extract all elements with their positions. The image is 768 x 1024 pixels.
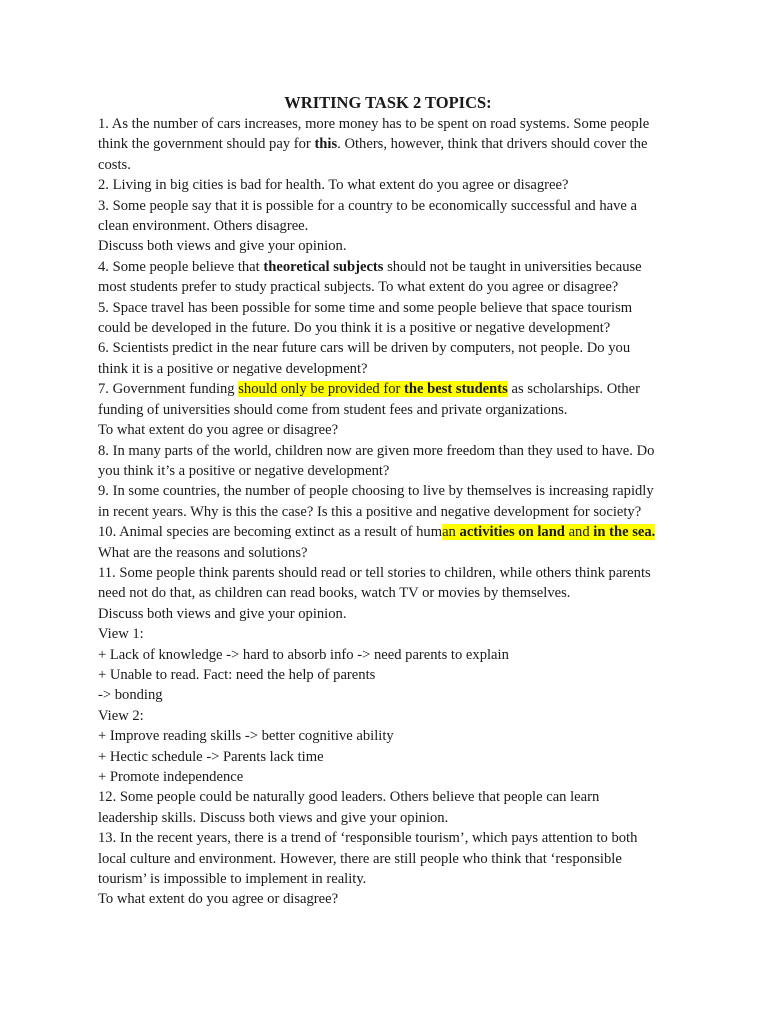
text-segment: funding of universities should come from student fees and private organizations. <box>98 401 568 418</box>
text-segment: 11. Some people think parents should read or tell stories to children, while others think parents <box>98 564 651 581</box>
text-line <box>98 563 678 583</box>
text-line <box>98 583 678 603</box>
text-segment: theoretical subjects <box>263 258 384 275</box>
text-line <box>98 543 678 563</box>
text-line <box>98 379 678 399</box>
text-segment: 9. In some countries, the number of people choosing to live by themselves is increasing rapidly <box>98 483 654 500</box>
text-line <box>98 175 678 195</box>
text-line <box>98 420 678 440</box>
text-line <box>98 114 678 134</box>
topic-list <box>98 114 678 910</box>
text-segment: need not do that, as children can read books, watch TV or movies by themselves. <box>98 585 571 602</box>
text-segment: View 2: <box>98 707 144 724</box>
text-segment: and <box>564 524 594 541</box>
text-segment: 4. Some people believe that <box>98 258 264 275</box>
text-segment: leadership skills. Discuss both views and give your opinion. <box>98 809 449 826</box>
text-segment: an <box>442 524 460 541</box>
text-segment: 6. Scientists predict in the near future cars will be driven by computers, not people. Do you <box>98 340 631 357</box>
text-segment: + Promote independence <box>98 769 244 785</box>
text-line <box>98 665 678 685</box>
text-line <box>98 787 678 807</box>
text-segment: + Lack of knowledge -> hard to absorb info -> need parents to explain <box>98 646 509 663</box>
text-segment: costs. <box>98 156 131 173</box>
text-segment: most students prefer to study practical subjects. To what extent do you agree or disagree? <box>98 279 619 296</box>
text-segment: in recent years. Why is this the case? Is this a positive and negative development for society? <box>98 503 642 520</box>
text-line <box>98 155 678 175</box>
text-segment: 12. Some people could be naturally good leaders. Others believe that people can learn <box>98 789 600 806</box>
text-segment: this <box>314 136 338 153</box>
text-line <box>98 481 678 501</box>
text-line <box>98 849 678 869</box>
text-line <box>98 889 678 909</box>
text-line <box>98 808 678 828</box>
text-segment: . Others, however, think that drivers should cover the <box>337 136 648 153</box>
text-line <box>98 502 678 522</box>
text-line <box>98 134 678 154</box>
text-segment: + Unable to read. Fact: need the help of parents <box>98 666 376 683</box>
text-line <box>98 645 678 665</box>
text-segment: should not be taught in universities because <box>383 258 642 275</box>
text-segment: Discuss both views and give your opinion. <box>98 238 347 255</box>
text-segment: View 1: <box>98 626 144 643</box>
text-line <box>98 236 678 256</box>
text-line <box>98 685 678 705</box>
text-segment: should only be provided for <box>238 381 405 398</box>
text-line <box>98 706 678 726</box>
text-line <box>98 828 678 848</box>
text-segment: think the government should pay for <box>98 136 315 153</box>
text-line <box>98 216 678 236</box>
text-segment: 2. Living in big cities is bad for health. To what extent do you agree or disagree? <box>98 177 569 194</box>
text-line <box>98 277 678 297</box>
document-body <box>98 92 678 910</box>
text-line <box>98 604 678 624</box>
text-segment: To what extent do you agree or disagree? <box>98 891 339 908</box>
text-segment: 3. Some people say that it is possible for a country to be economically successful and have a <box>98 197 638 214</box>
text-segment: think it is a positive or negative development? <box>98 360 368 377</box>
text-segment: To what extent do you agree or disagree? <box>98 422 339 439</box>
text-segment: clean environment. Others disagree. <box>98 218 309 235</box>
text-segment: you think it’s a positive or negative development? <box>98 462 390 479</box>
text-segment: tourism’ is impossible to implement in reality. <box>98 871 367 888</box>
text-segment: What are the reasons and solutions? <box>98 544 308 561</box>
text-line <box>98 318 678 338</box>
text-segment: 8. In many parts of the world, children now are given more freedom than they used to have. Do <box>98 442 655 459</box>
text-line <box>98 522 678 542</box>
text-segment: activities on land <box>459 524 565 541</box>
text-line <box>98 767 678 787</box>
document-title: WRITING TASK 2 TOPICS: <box>284 93 492 112</box>
text-line <box>98 400 678 420</box>
text-line <box>98 624 678 644</box>
text-line <box>98 338 678 358</box>
text-line <box>98 869 678 889</box>
text-segment: as scholarships. Other <box>507 381 640 398</box>
text-line <box>98 298 678 318</box>
text-segment: could be developed in the future. Do you think it is a positive or negative development? <box>98 320 611 337</box>
text-line <box>98 257 678 277</box>
text-segment: 5. Space travel has been possible for some time and some people believe that space tourism <box>98 299 633 316</box>
text-segment: 1. As the number of cars increases, more money has to be spent on road systems. Some people <box>98 116 650 132</box>
text-line <box>98 359 678 379</box>
text-segment: local culture and environment. However, there are still people who think that ‘responsible <box>98 850 622 867</box>
text-line <box>98 196 678 216</box>
text-segment: + Improve reading skills -> better cognitive ability <box>98 728 394 745</box>
text-segment: 10. Animal species are becoming extinct as a result of hum <box>98 524 443 541</box>
text-segment: Discuss both views and give your opinion. <box>98 605 347 622</box>
text-segment: + Hectic schedule -> Parents lack time <box>98 748 324 765</box>
text-segment: in the sea. <box>593 524 656 541</box>
text-line <box>98 441 678 461</box>
text-segment: the best students <box>404 381 508 398</box>
text-segment: -> bonding <box>98 687 163 704</box>
text-line <box>98 747 678 767</box>
text-line <box>98 726 678 746</box>
text-segment: 7. Government funding <box>98 381 239 398</box>
text-line <box>98 461 678 481</box>
text-segment: 13. In the recent years, there is a trend of ‘responsible tourism’, which pays attention to both <box>98 830 638 847</box>
